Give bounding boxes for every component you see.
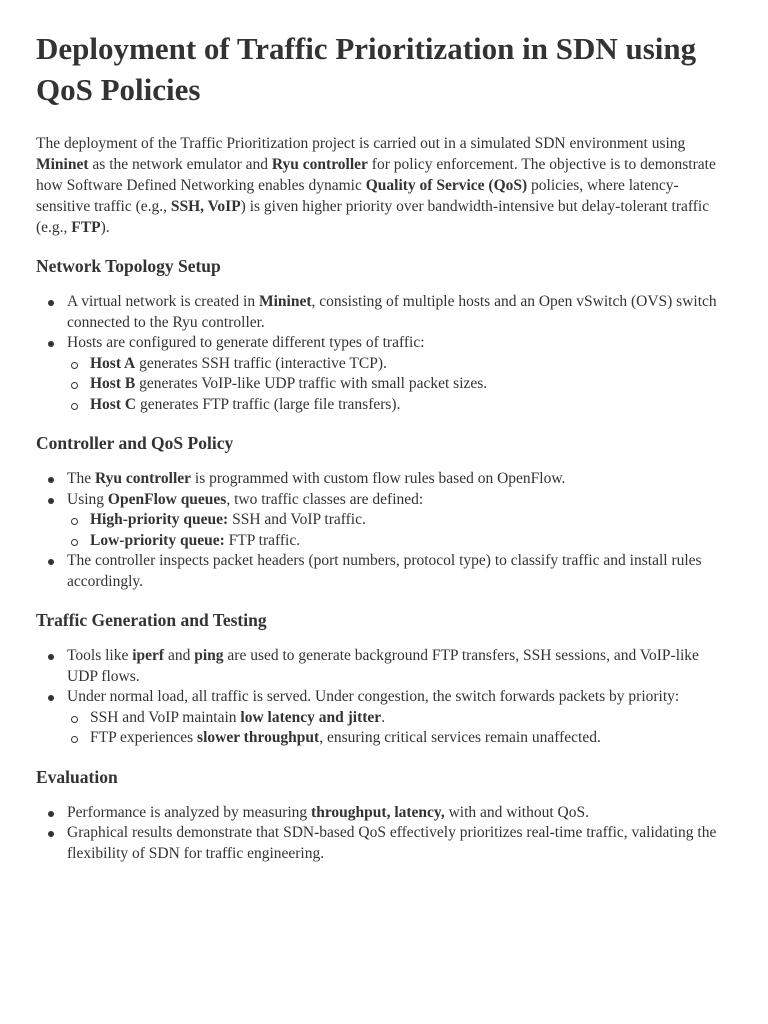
list-item — [36, 333, 732, 415]
text-run: is programmed with custom flow rules based on OpenFlow. — [191, 470, 566, 487]
text-run: SSH and VoIP maintain — [90, 708, 241, 726]
sub-bullet-list — [67, 354, 732, 416]
sub-list-item — [67, 510, 732, 531]
sub-list-item — [67, 354, 732, 375]
text-run: The controller inspects packet headers (port numbers, protocol type) to classify traffic and install rules accordingly. — [67, 552, 702, 590]
section-heading: Evaluation — [36, 766, 118, 787]
bold-text: Mininet — [36, 156, 89, 173]
bold-text: Host C — [90, 395, 137, 413]
text-run: generates FTP traffic (large file transfers). — [136, 395, 401, 413]
text-run: SSH and VoIP traffic. — [228, 511, 366, 528]
text-run: Hosts are configured to generate different types of traffic: — [67, 334, 425, 351]
text-run: ) is given higher priority over bandwidth-intensive but delay-tolerant traffic (e.g., — [36, 198, 710, 236]
sub-bullet-list — [67, 708, 732, 749]
bold-text: Host A — [90, 354, 136, 372]
text-run: as the network emulator and — [88, 156, 272, 173]
bold-text: slower throughput — [197, 729, 320, 746]
section-heading: Network Topology Setup — [36, 256, 221, 276]
text-run: FTP experiences — [90, 729, 198, 746]
bullet-list — [36, 292, 732, 415]
bold-text: iperf — [132, 647, 165, 664]
text-run: Graphical results demonstrate that SDN-based QoS effectively prioritizes real-time traffic, validating the flexibility of SDN for traffic engineering. — [67, 824, 717, 862]
bold-text: Ryu controller — [94, 470, 192, 487]
bold-text: low latency and jitter — [240, 708, 382, 726]
list-item — [36, 469, 732, 490]
sub-list-item — [67, 531, 732, 552]
bold-text: FTP — [71, 219, 101, 236]
bullet-list — [36, 469, 732, 592]
text-run: for policy enforcement. The objective is to demonstrate how Software Defined Networking enables dynamic — [36, 156, 716, 194]
document-title: Deployment of Traffic Prioritization in SDN using QoS Policies — [36, 31, 697, 107]
sub-bullet-list — [67, 510, 732, 551]
list-item — [36, 823, 732, 864]
list-item — [36, 687, 732, 749]
sub-list-item — [67, 728, 732, 749]
list-item — [36, 292, 732, 333]
bullet-list — [36, 803, 732, 865]
text-run: , consisting of multiple hosts and an Open vSwitch (OVS) switch connected to the Ryu controller. — [67, 293, 717, 331]
text-run: Tools like — [67, 647, 133, 664]
text-run: with and without QoS. — [444, 803, 589, 821]
text-run: generates VoIP-like UDP traffic with small packet sizes. — [135, 375, 488, 392]
text-run: Using — [67, 490, 108, 508]
text-run: FTP traffic. — [224, 531, 301, 549]
bold-text: Host B — [90, 375, 136, 392]
sections-container — [36, 254, 732, 864]
text-run: The deployment of the Traffic Prioritization project is carried out in a simulated SDN environment using — [36, 135, 686, 152]
text-run: generates SSH traffic (interactive TCP). — [135, 354, 387, 372]
text-run: , two traffic classes are defined: — [226, 490, 424, 508]
text-run: ). — [100, 219, 110, 236]
bold-text: Ryu controller — [271, 156, 368, 173]
list-item — [36, 551, 732, 592]
section-heading: Traffic Generation and Testing — [36, 610, 267, 630]
bold-text: High-priority queue: — [90, 511, 229, 528]
sub-list-item — [67, 395, 732, 416]
list-item — [36, 490, 732, 552]
bold-text: Quality of Service (QoS) — [365, 177, 528, 194]
sub-list-item — [67, 708, 732, 729]
list-item — [36, 646, 732, 687]
sub-list-item — [67, 374, 732, 395]
text-run: are used to generate background FTP transfers, SSH sessions, and VoIP-like UDP flows. — [67, 647, 699, 685]
bold-text: throughput, latency, — [311, 803, 445, 821]
bold-text: OpenFlow queues — [107, 490, 227, 508]
bold-text: Mininet — [258, 293, 312, 310]
text-run: and — [164, 647, 195, 664]
list-item — [36, 803, 732, 824]
section-heading: Controller and QoS Policy — [36, 433, 234, 453]
text-run: Under normal load, all traffic is served. Under congestion, the switch forwards packets by priority: — [67, 688, 680, 705]
text-run: policies, where latency-sensitive traffic (e.g., — [36, 177, 679, 215]
text-run: . — [381, 708, 386, 726]
intro-paragraph — [36, 133, 732, 238]
text-run: The — [67, 470, 95, 487]
text-run: , ensuring critical services remain unaffected. — [319, 729, 601, 746]
bullet-list — [36, 646, 732, 749]
bold-text: ping — [194, 647, 224, 664]
bold-text: SSH, VoIP — [170, 198, 241, 215]
bold-text: Low-priority queue: — [90, 531, 225, 549]
text-run: Performance is analyzed by measuring — [67, 803, 312, 821]
text-run: A virtual network is created in — [67, 293, 259, 310]
